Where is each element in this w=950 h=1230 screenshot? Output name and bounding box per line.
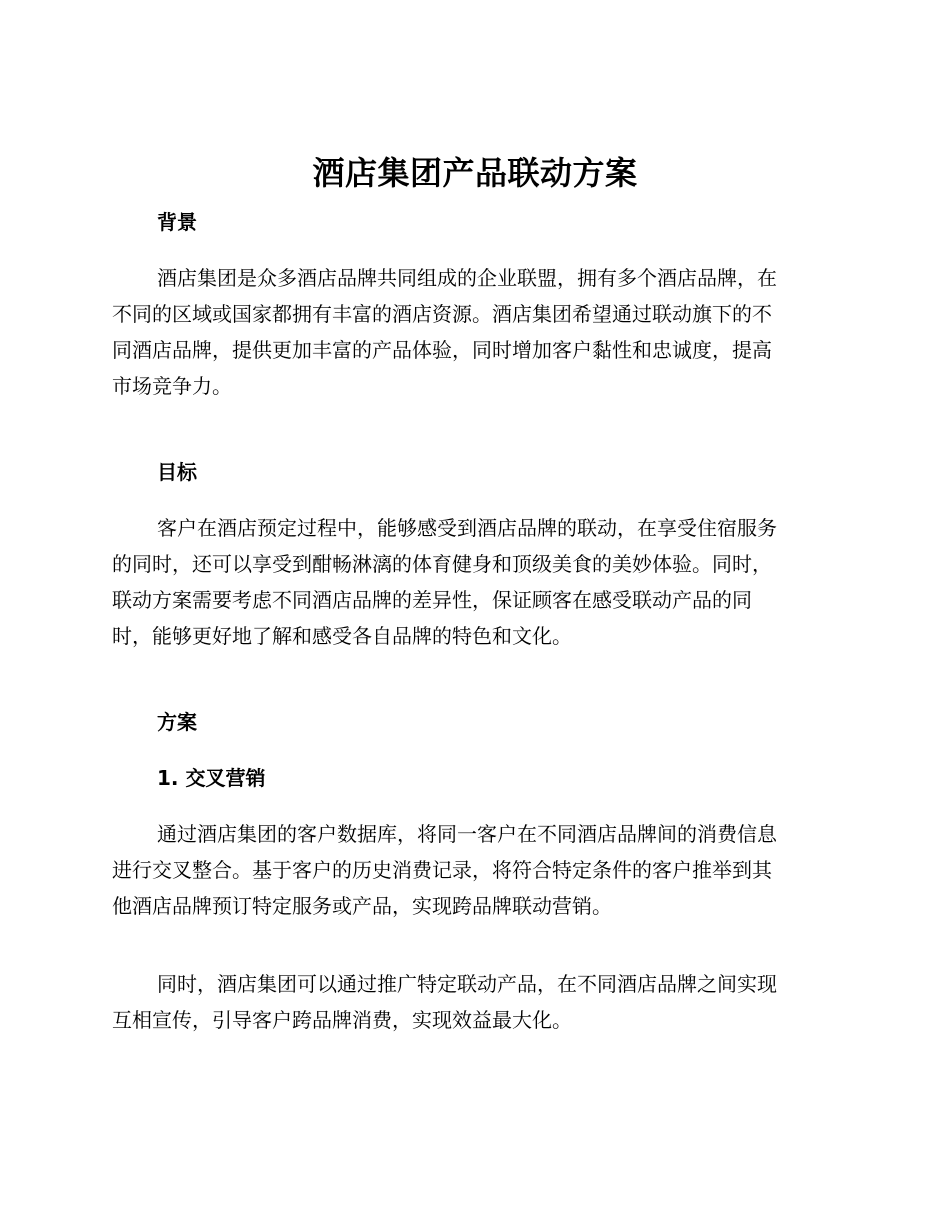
paragraph-line: 不同的区域或国家都拥有丰富的酒店资源。酒店集团希望通过联动旗下的不 [112,302,772,326]
plan-paragraph-1 [112,816,832,924]
paragraph-line: 同时，酒店集团可以通过推广特定联动产品，在不同酒店品牌之间实现 [157,972,777,996]
plan-paragraph-2 [112,966,832,1038]
paragraph-line: 他酒店品牌预订特定服务或产品，实现跨品牌联动营销。 [112,894,612,918]
subsection-heading-cross-marketing: 1. 交叉营销 [157,766,266,790]
document-title: 酒店集团产品联动方案 [312,154,638,192]
paragraph-line: 时，能够更好地了解和感受各自品牌的特色和文化。 [112,624,572,648]
paragraph-line: 进行交叉整合。基于客户的历史消费记录，将符合特定条件的客户推举到其 [112,858,772,882]
paragraph-line: 市场竞争力。 [112,374,232,398]
section-heading-plan: 方案 [157,710,197,734]
paragraph-line: 通过酒店集团的客户数据库，将同一客户在不同酒店品牌间的消费信息 [157,822,777,846]
goal-paragraph [112,510,832,654]
paragraph-line: 的同时，还可以享受到酣畅淋漓的体育健身和顶级美食的美妙体验。同时， [112,552,772,576]
paragraph-line: 酒店集团是众多酒店品牌共同组成的企业联盟，拥有多个酒店品牌，在 [157,266,777,290]
section-heading-background: 背景 [157,210,197,234]
background-paragraph [112,260,832,404]
paragraph-line: 客户在酒店预定过程中，能够感受到酒店品牌的联动，在享受住宿服务 [157,516,777,540]
paragraph-line: 互相宣传，引导客户跨品牌消费，实现效益最大化。 [112,1008,572,1032]
paragraph-line: 同酒店品牌，提供更加丰富的产品体验，同时增加客户黏性和忠诚度，提高 [112,338,772,362]
section-heading-goal: 目标 [157,460,197,484]
paragraph-line: 联动方案需要考虑不同酒店品牌的差异性，保证顾客在感受联动产品的同 [112,588,752,612]
